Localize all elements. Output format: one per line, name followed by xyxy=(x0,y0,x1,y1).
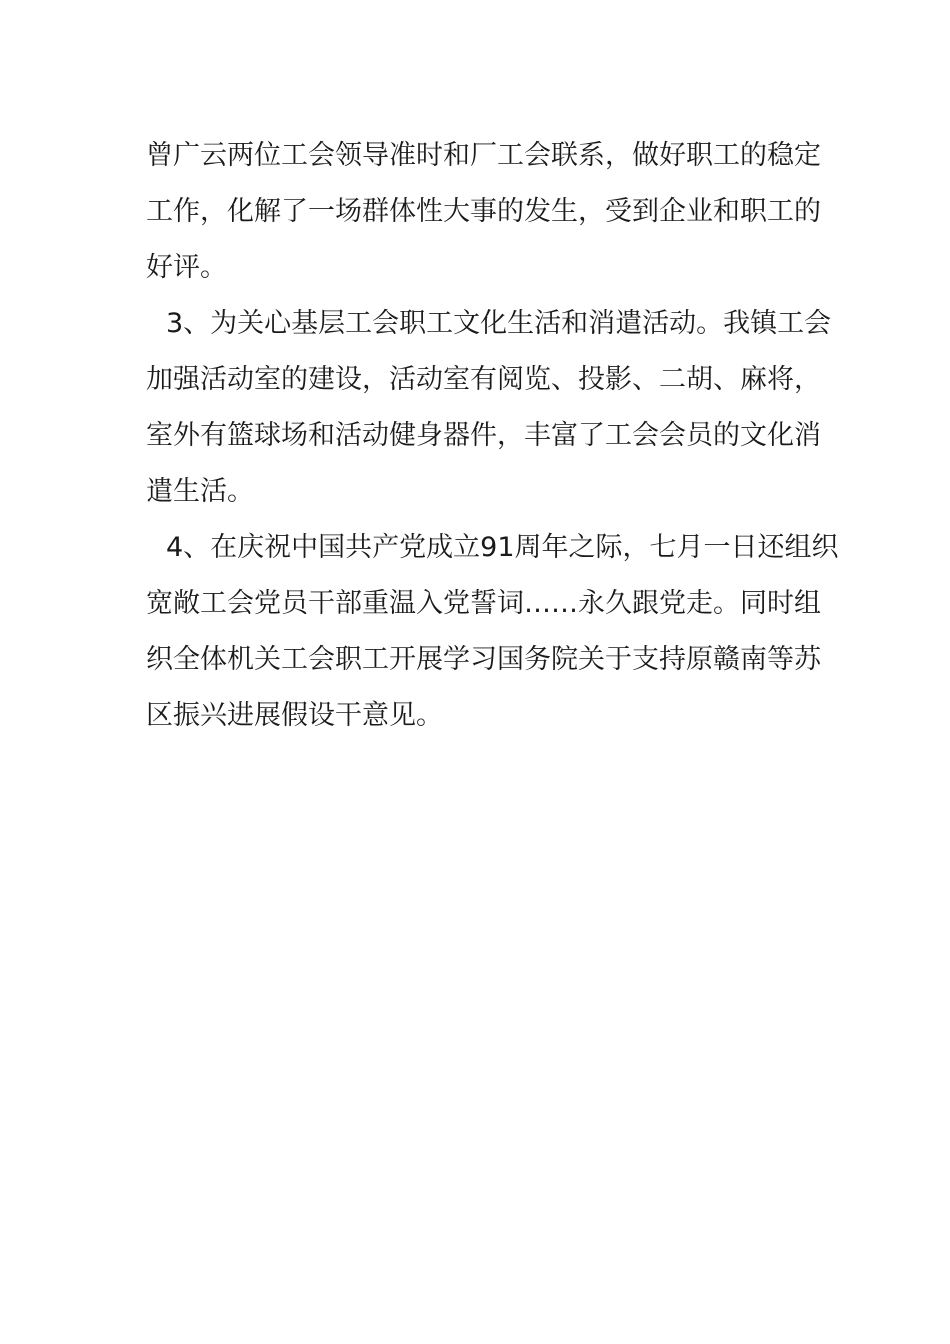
paragraph-2 xyxy=(146,296,832,520)
paragraph-line: 加强活动室的建设，活动室有阅览、投影、二胡、麻将， xyxy=(146,364,821,395)
paragraph-line: 室外有篮球场和活动健身器件，丰富了工会会员的文化消 xyxy=(146,420,821,451)
paragraph-line: 4、在庆祝中国共产党成立91周年之际，七月一日还组织 xyxy=(166,532,839,563)
paragraph-line: 区振兴进展假设干意见。 xyxy=(146,700,443,731)
document-body xyxy=(146,128,839,744)
paragraph-3 xyxy=(146,520,839,744)
paragraph-line: 织全体机关工会职工开展学习国务院关于支持原赣南等苏 xyxy=(146,644,821,675)
paragraph-1 xyxy=(146,128,821,296)
paragraph-line: 曾广云两位工会领导准时和厂工会联系，做好职工的稳定 xyxy=(146,140,821,171)
paragraph-line: 工作，化解了一场群体性大事的发生，受到企业和职工的 xyxy=(146,196,821,227)
paragraph-line: 宽敞工会党员干部重温入党誓词……永久跟党走。同时组 xyxy=(146,588,821,619)
paragraph-line: 好评。 xyxy=(146,252,227,283)
paragraph-line: 遣生活。 xyxy=(146,476,254,507)
paragraph-line: 3、为关心基层工会职工文化生活和消遣活动。我镇工会 xyxy=(166,308,832,339)
